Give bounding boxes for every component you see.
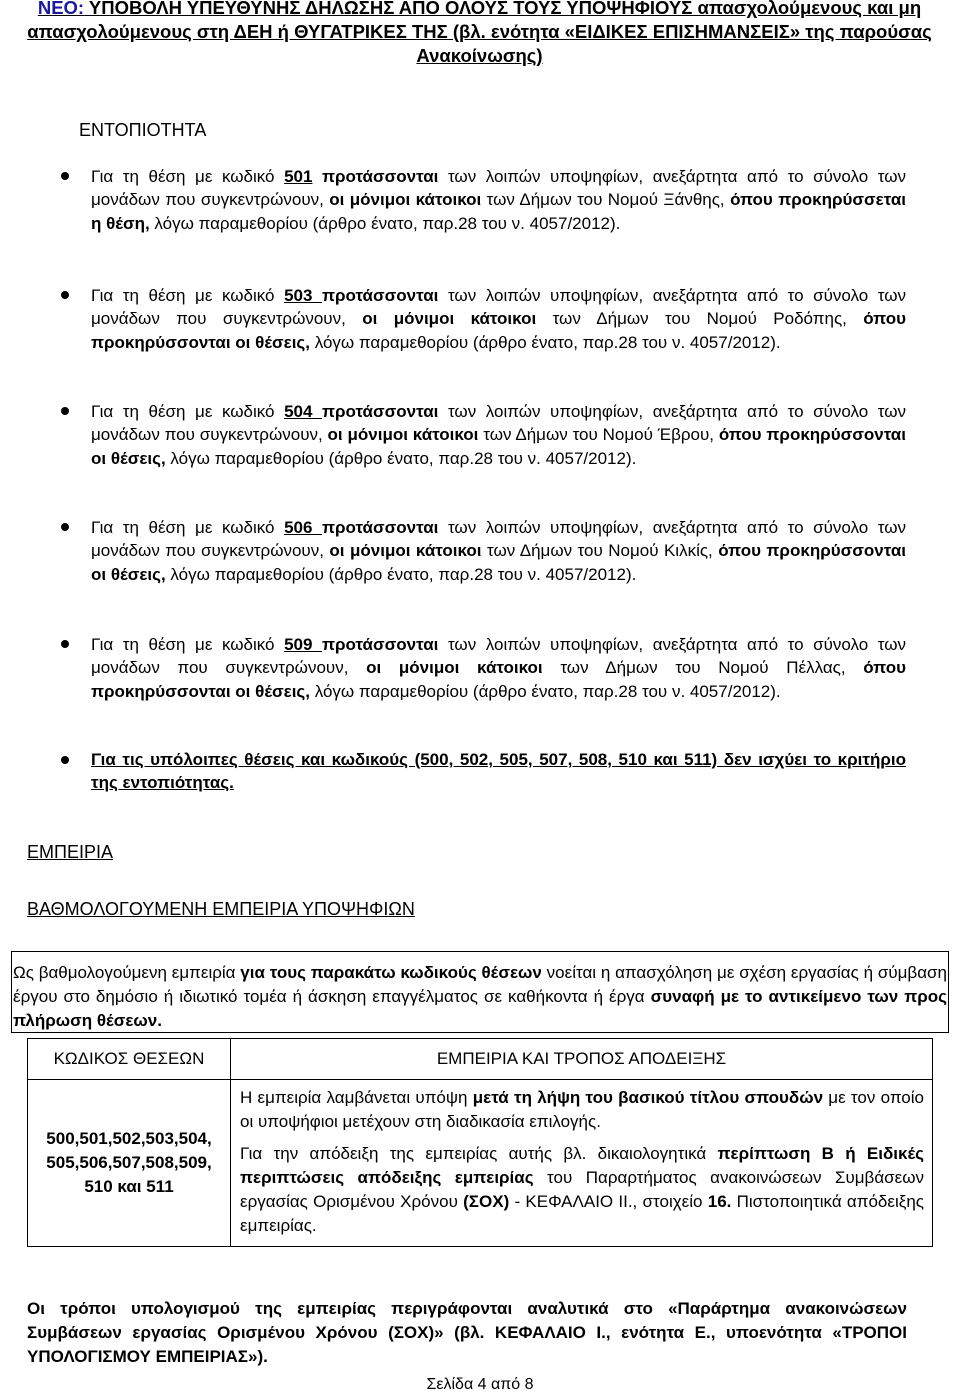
bullet-icon: [61, 291, 69, 299]
page-number: Σελίδα 4 από 8: [426, 1376, 534, 1393]
experience-subheading: ΒΑΘΜΟΛΟΓΟΥΜΕΝΗ ΕΜΠΕΙΡΙΑ ΥΠΟΨΗΦΙΩΝ: [27, 899, 415, 919]
calculation-note: Οι τρόποι υπολογισμού της εμπειρίας περιγράφονται αναλυτικά στο «Παράρτημα ανακοινώσεων Συμβάσεων εργασίας Ορισμένου Χρόνου (ΣΟΧ)» (βλ. ΚΕΦΑΛΑΙΟ Ι., ενότητα Ε., υποενότητα «ΤΡΟΠΟΙ ΥΠΟΛΟΓΙΣΜΟΥ ΕΜΠΕΙΡΙΑΣ»).: [27, 1299, 907, 1366]
position-code: 509: [284, 635, 322, 654]
experience-table: [27, 1038, 933, 1247]
bullet-icon: [61, 407, 69, 415]
table-row: [28, 1080, 933, 1247]
position-code: 506: [284, 518, 322, 537]
bullet-icon: [61, 523, 69, 531]
position-codes-cell: 500,501,502,503,504, 505,506,507,508,509, 510 και 511: [28, 1080, 231, 1247]
position-code: 504: [284, 402, 322, 421]
locality-item: Για τη θέση με κωδικό 501 προτάσσονται των λοιπών υποψηφίων, ανεξάρτητα από το σύνολο των μονάδων που συγκεντρώνουν, οι μόνιμοι κάτοικοι των Δήμων του Νομού Ξάνθης, όπου προκηρύσσεται η θέση, λόγω παραμεθορίου (άρθρο ένατο, παρ.28 του ν. 4057/2012).: [91, 167, 907, 233]
experience-description-cell: Η εμπειρία λαμβάνεται υπόψη μετά τη λήψη του βασικού τίτλου σπουδών με τον οποίο οι υποψήφιοι μετέχουν στη διαδικασία επιλογής. Για την απόδειξη της εμπειρίας αυτής βλ. δικαιολογητικά περίπτωση Β ή Ειδικές περιπτώσεις απόδειξης εμπειρίας του Παραρτήματος ανακοινώσεων Συμβάσεων εργασίας Ορισμένου Χρόνου (ΣΟΧ) - ΚΕΦΑΛΑΙΟ ΙΙ., στοιχείο 16. Πιστοποιητικά απόδειξης εμπειρίας.: [231, 1080, 933, 1247]
notice-header: [27, 0, 932, 68]
experience-definition-box: Ως βαθμολογούμενη εμπειρία για τους παρακάτω κωδικούς θέσεων νοείται η απασχόληση με σχέση εργασίας ή σύμβαση έργου στο δημόσιο ή ιδιωτικό τομέα ή άσκηση επαγγέλματος σε καθήκοντα ή έργα συναφή με το αντικείμενο των προς πλήρωση θέσεων.: [11, 951, 949, 1033]
locality-item: Για τη θέση με κωδικό 506 προτάσσονται των λοιπών υποψηφίων, ανεξάρτητα από το σύνολο των μονάδων που συγκεντρώνουν, οι μόνιμοι κάτοικοι των Δήμων του Νομού Κιλκίς, όπου προκηρύσσονται οι θέσεις, λόγω παραμεθορίου (άρθρο ένατο, παρ.28 του ν. 4057/2012).: [91, 518, 906, 584]
position-code: 501: [284, 167, 313, 186]
header-text: ΥΠΟΒΟΛΗ ΥΠΕΥΘΥΝΗΣ ΔΗΛΩΣΗΣ ΑΠΟ ΟΛΟΥΣ ΤΟΥΣ ΥΠΟΨΗΦΙΟΥΣ απασχολούμενους και μη απασχολούμενους στη ΔΕΗ ή ΘΥΓΑΤΡΙΚΕΣ ΤΗΣ (βλ. ενότητα «ΕΙΔΙΚΕΣ ΕΠΙΣΗΜΑΝΣΕΙΣ» της παρούσας Ανακοίνωσης): [27, 0, 932, 66]
locality-item: Για τη θέση με κωδικό 504 προτάσσονται των λοιπών υποψηφίων, ανεξάρτητα από το σύνολο των μονάδων που συγκεντρώνουν, οι μόνιμοι κάτοικοι των Δήμων του Νομού Έβρου, όπου προκηρύσσονται οι θέσεις, λόγω παραμεθορίου (άρθρο ένατο, παρ.28 του ν. 4057/2012).: [91, 402, 906, 468]
locality-note: Για τις υπόλοιπες θέσεις και κωδικούς (500, 502, 505, 507, 508, 510 και 511) δεν ισχύει το κριτήριο της εντοπιότητας.: [91, 750, 906, 793]
locality-heading: ΕΝΤΟΠΙΟΤΗΤΑ: [79, 120, 207, 140]
header-new-label: ΝΕΟ:: [37, 0, 85, 18]
position-code: 503: [284, 286, 322, 305]
experience-heading: ΕΜΠΕΙΡΙΑ: [27, 842, 114, 862]
column-header-codes: ΚΩΔΙΚΟΣ ΘΕΣΕΩΝ: [28, 1039, 231, 1080]
bullet-icon: [61, 172, 69, 180]
locality-item: Για τη θέση με κωδικό 503 προτάσσονται των λοιπών υποψηφίων, ανεξάρτητα από το σύνολο των μονάδων που συγκεντρώνουν, οι μόνιμοι κάτοικοι των Δήμων του Νομού Ροδόπης, όπου προκηρύσσονται οι θέσεις, λόγω παραμεθορίου (άρθρο ένατο, παρ.28 του ν. 4057/2012).: [91, 286, 906, 352]
bullet-icon: [61, 640, 69, 648]
bullet-icon: [61, 756, 69, 764]
locality-item: Για τη θέση με κωδικό 509 προτάσσονται των λοιπών υποψηφίων, ανεξάρτητα από το σύνολο των μονάδων που συγκεντρώνουν, οι μόνιμοι κάτοικοι των Δήμων του Νομού Πέλλας, όπου προκηρύσσονται οι θέσεις, λόγω παραμεθορίου (άρθρο ένατο, παρ.28 του ν. 4057/2012).: [91, 635, 906, 701]
column-header-experience: ΕΜΠΕΙΡΙΑ ΚΑΙ ΤΡΟΠΟΣ ΑΠΟΔΕΙΞΗΣ: [231, 1039, 933, 1080]
